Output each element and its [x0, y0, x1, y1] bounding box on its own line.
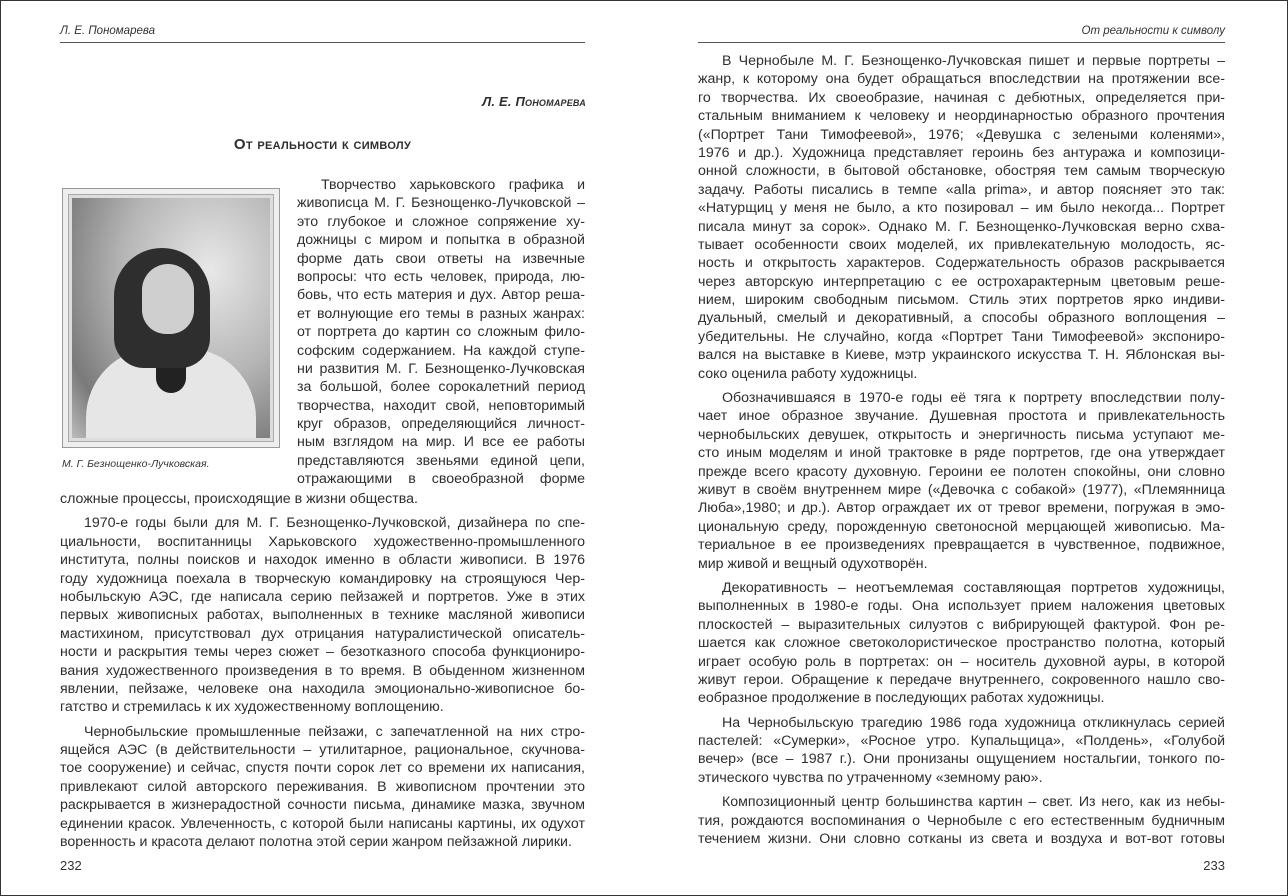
text-line: института, полны поисков и находок именно в области живописи. В 1976 [60, 552, 585, 569]
text-line: го творчества. Их своеобразие, начиная с дебютных, определяется при- [698, 89, 1225, 106]
text-line: Композиционный центр большинства картин – свет. Из него, как из небы- [722, 794, 1225, 811]
text-line: софским содержанием. На каждой ступе- [297, 342, 585, 359]
text-line: прежде всего красоту духовную. Героини ее полотен спокойны, они словно [698, 463, 1225, 480]
text-line: писала минут за сорок». Однако М. Г. Безнощенко-Лучковская верно схва- [698, 218, 1225, 235]
text-line: от портрета до картин со сложным фило- [297, 324, 585, 341]
text-line: вания художественного произведения в то время. В обыденном жизненном [60, 662, 585, 679]
text-line: гатство и стремилась к их художественному воплощению. [60, 699, 444, 716]
text-line: («Портрет Тани Тимофеевой», 1976; «Девушка с зелеными коленями», [698, 126, 1225, 143]
text-line: дожницы с миром и попытка в образной [297, 232, 585, 249]
left-running-head: Л. Е. Пономарева [60, 25, 156, 37]
text-line: Люба»,1980; и др.). Автор ограждает их от тревог времени, погружая в эмо- [698, 500, 1225, 517]
right-header-rule [698, 42, 1225, 43]
text-line: бовь, что есть материя и дух. Автор реша- [297, 287, 585, 304]
paragraph [698, 793, 1225, 848]
text-line: сто иным моделям и иной трактовке в ряде портретов, где она утверждает [698, 445, 1225, 462]
text-line: Чернобыльские промышленные пейзажи, с запечатленной на них стро- [84, 723, 585, 740]
portrait-photo [62, 188, 280, 448]
text-line: еобразное продолжение в последующих работах художницы. [698, 690, 1105, 707]
text-line: нием, широким свободным письмом. Стиль этих портретов ярко индиви- [698, 292, 1225, 309]
text-line: играет особую роль в портретах: он – носитель духовной ауры, в которой [698, 653, 1225, 670]
text-line: году художница поехала в творческую командировку на строящуюся Чер- [60, 570, 585, 587]
text-line: нобыльскую АЭС, где написала серию пейзажей и портретов. Уже в этих [60, 588, 585, 605]
text-line: соко оценила работу художницы. [698, 365, 918, 382]
text-line: форме дать свои ответы на извечные [297, 250, 585, 267]
paragraph [60, 514, 585, 716]
text-line: единении красок. Увлеченность, с которой были написаны картины, их одухот [60, 815, 585, 832]
text-line: выполненных в 1980-е годы. Она использует прием наложения цветовых [698, 598, 1225, 615]
text-line: живут в своём внутреннем мире («Девочка с собакой» (1977), «Племянница [698, 481, 1225, 498]
paragraph [698, 389, 1225, 573]
text-line: это глубокое и сложное сопряжение ху- [297, 213, 585, 230]
text-line: через авторскую интерпретацию с ее острохарактерным цветовым реше- [698, 273, 1225, 290]
article-title: От реальности к символу [233, 136, 412, 153]
text-line: мир живой и вещный одухотворён. [698, 555, 928, 572]
text-line: плоскостей – выразительных силуэтов с вибрирующей фактурой. Фон ре- [698, 616, 1225, 633]
text-line: Декоративность – неотъемлемая составляющая портретов художницы, [722, 579, 1225, 596]
paragraph [698, 52, 1225, 383]
right-page-number: 233 [1203, 858, 1225, 873]
text-line: этического чувства по утраченному «земному раю». [698, 769, 1043, 786]
text-line: циальности, воспитанницы Харьковского художественно-промышленного [60, 533, 585, 550]
text-line: живописца М. Г. Безнощенко-Лучковской – [297, 195, 585, 212]
text-line: онной сложности, в бытовой обстановке, обостряя тем самым творческую [698, 163, 1225, 180]
text-line: 1976 и др.). Художница представляет героинь без антуража и композици- [698, 144, 1225, 161]
left-side-column [297, 176, 585, 489]
text-line: вался на выставке в Киеве, мэтр украинского искусства Т. Н. Яблонская вы- [698, 347, 1225, 364]
article-author: Л. Е. Пономарева [482, 94, 586, 109]
text-line: ни развития М. Г. Безнощенко-Лучковская [297, 360, 585, 377]
text-line: убедительны. Не случайно, когда «Портрет Тани Тимофеевой» экспониро- [698, 328, 1225, 345]
text-line: первых живописных работах, выполненных в технике масляной живописи [60, 607, 585, 624]
text-line: ность и открытость характеров. Содержательность образов раскрывается [698, 255, 1225, 272]
text-line: териальное в ее произведениях превращается в чувственное, подвижное, [698, 537, 1225, 554]
text-line: мастихином, присутствовал дух отрицания натуралистической описатель- [60, 625, 585, 642]
text-line: привлекают силой авторского переживания. В живописном прочтении это [60, 778, 585, 795]
text-line: Творчество харьковского графика и [321, 177, 585, 193]
text-line: чернобыльских девушек, открытость и энергичность письма уступают ме- [698, 426, 1225, 443]
text-line: шается как сложное светоколористическое пространство полотна, который [698, 635, 1225, 652]
text-line: представляются звеньями единой цепи, [297, 452, 585, 469]
text-line: тывает особенности своих моделей, их привлекательную молодость, яс- [698, 236, 1225, 253]
text-line: течением жизни. Они словно сотканы из света и воздуха и вот-вот готовы [698, 831, 1225, 848]
text-line: живут герои. Обращение к передаче внутреннего, сокровенного нашло сво- [698, 671, 1225, 688]
text-line: На Чернобыльскую трагедию 1986 года художница откликнулась серией [722, 714, 1225, 731]
right-main-column [698, 52, 1225, 848]
text-line: воренность и красота делают полотна этой серии жанром пейзажной лирики. [60, 834, 572, 851]
text-line: сложные процессы, происходящие в жизни общества. [60, 491, 418, 507]
text-line: круг образов, определяющийся личност- [297, 416, 585, 433]
text-line: тое сооружение) и сейчас, спустя почти сорок лет со времени их написания, [60, 760, 585, 777]
text-line: Обозначившаяся в 1970-е годы её тяга к портрету впоследствии полу- [722, 390, 1225, 407]
text-line: отражающими в своеобразной форме [297, 471, 585, 488]
text-line: явлении, пейзаже, человеке она находила эмоционально-живописное бо- [60, 680, 585, 697]
text-line: ящейся АЭС (в действительности – утилитарное, рациональное, скучнова- [60, 742, 585, 759]
text-line: тия, рождаются воспоминания о Чернобыле с его естественным будничным [698, 812, 1225, 829]
left-page-number: 232 [60, 858, 82, 873]
paragraph [698, 714, 1225, 788]
text-line: «Натурщиц у меня не было, а кто позировал – им было некогда... Портрет [698, 200, 1225, 217]
left-main-column [60, 490, 585, 851]
text-line: вечер» (все – 1987 г.). Они пронизаны ощущением ностальгии, тонкого по- [698, 751, 1225, 768]
photo-caption: М. Г. Безнощенко-Лучковская. [62, 458, 210, 470]
text-line: ности и раскрытия темы через сюжет – безотказного способа функциониро- [60, 644, 585, 661]
text-line: чает иное образное звучание. Душевная простота и привлекательность [698, 408, 1225, 425]
text-line: В Чернобыле М. Г. Безнощенко-Лучковская пишет и первые портреты – [722, 53, 1225, 69]
text-line: вопросы: что есть человек, природа, лю- [297, 268, 585, 285]
right-running-head: От реальности к символу [1081, 25, 1225, 37]
text-line: жанр, к которому она будет обращаться впоследствии на протяжении все- [698, 71, 1225, 88]
text-line: творчества, находит свой, неповторимый [297, 397, 585, 414]
text-line: 1970-е годы были для М. Г. Безнощенко-Лучковской, дизайнера по спе- [84, 515, 585, 532]
text-line: пастелей: «Сумерки», «Росное утро. Купальщица», «Полдень», «Голубой [698, 733, 1225, 750]
paragraph [60, 723, 585, 852]
text-line: задачу. Работы писались в темпе «alla prima», и автор поясняет это так: [698, 181, 1225, 198]
text-line: раскрывается в жизнерадостной сочности письма, динамике мазка, звучном [60, 797, 585, 814]
text-line: дуальный, смелый и декоративный, а способы образного воплощения – [698, 310, 1225, 327]
left-header-rule [60, 42, 585, 43]
text-line: циональную среду, порожденную светоносной мерцающей живописью. Ма- [698, 518, 1225, 535]
paragraph [698, 579, 1225, 708]
text-line: ным взглядом на мир. И все ее работы [297, 434, 585, 451]
text-line: стальным вниманием к человеку и неординарностью образного прочтения [698, 108, 1225, 125]
text-line: за большой, более сорокалетний период [297, 379, 585, 396]
text-line: ет волнующие его темы в разных жанрах: [297, 305, 585, 322]
